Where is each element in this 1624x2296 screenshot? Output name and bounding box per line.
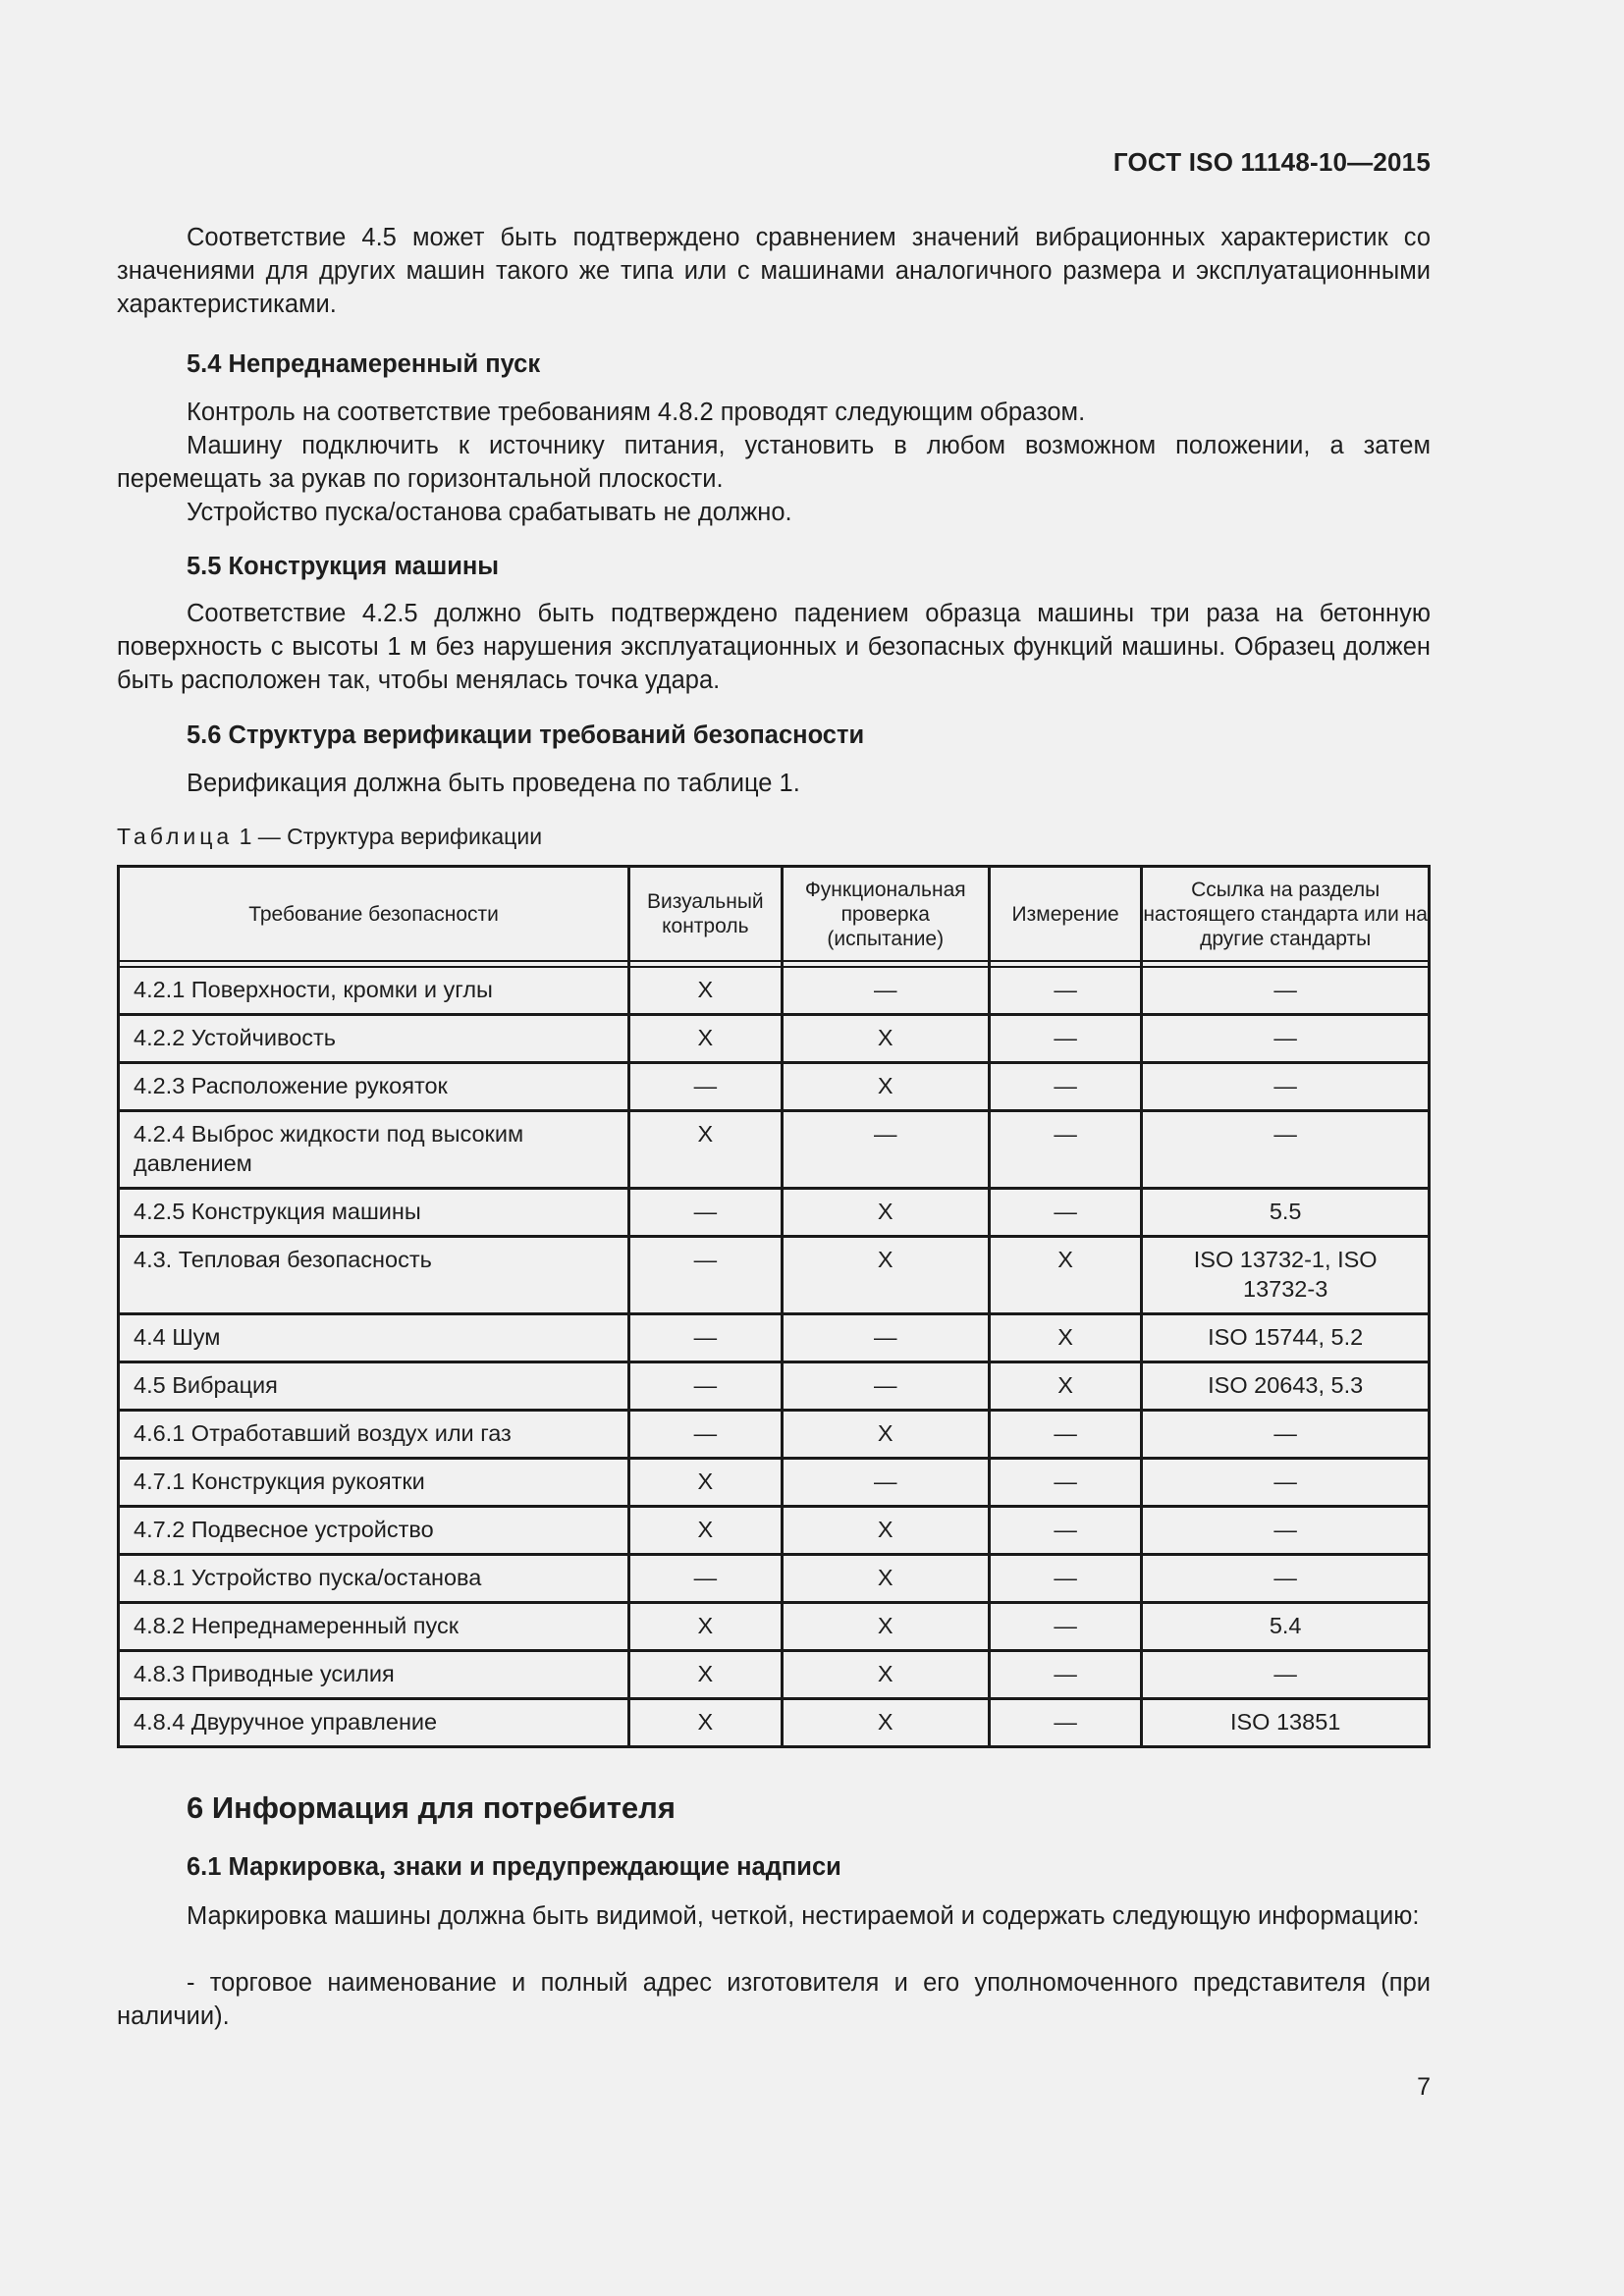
cell-functional: X: [782, 1507, 989, 1555]
cell-visual: X: [629, 1507, 782, 1555]
cell-requirement: 4.2.1 Поверхности, кромки и углы: [119, 967, 629, 1015]
cell-visual: X: [629, 1699, 782, 1747]
cell-reference: —: [1142, 1507, 1430, 1555]
cell-visual: —: [629, 1063, 782, 1111]
cell-requirement: 4.7.2 Подвесное устройство: [119, 1507, 629, 1555]
cell-functional: X: [782, 1063, 989, 1111]
cell-visual: X: [629, 1015, 782, 1063]
table-row: [119, 1362, 1430, 1411]
table-row: [119, 1189, 1430, 1237]
page-number: 7: [1417, 2073, 1431, 2101]
cell-reference: —: [1142, 1651, 1430, 1699]
cell-reference: —: [1142, 1111, 1430, 1189]
section-5-4-title: 5.4 Непреднамеренный пуск: [187, 350, 541, 378]
cell-requirement: 4.2.5 Конструкция машины: [119, 1189, 629, 1237]
table-row: [119, 1603, 1430, 1651]
header-functional-check: Функциональная проверка (испытание): [782, 867, 989, 962]
table-row: [119, 1015, 1430, 1063]
section-6-title: 6 Информация для потребителя: [187, 1790, 676, 1825]
document-id-header: ГОСТ ISO 11148-10—2015: [1112, 147, 1431, 177]
cell-reference: ISO 13732-1, ISO 13732-3: [1142, 1237, 1430, 1314]
table-caption-text: — Структура верификации: [257, 824, 543, 849]
cell-reference: ISO 20643, 5.3: [1142, 1362, 1430, 1411]
table-caption-label: Таблица: [117, 824, 234, 849]
section-5-4-paragraph-2: Машину подключить к источнику питания, установить в любом возможном положении, а затем перемещать за рукав по горизонтальной плоскости.: [117, 432, 1431, 493]
cell-functional: —: [782, 967, 989, 1015]
cell-functional: X: [782, 1189, 989, 1237]
cell-visual: —: [629, 1237, 782, 1314]
table-row: [119, 1411, 1430, 1459]
header-requirement: Требование безопасности: [119, 867, 629, 962]
cell-visual: X: [629, 1651, 782, 1699]
cell-requirement: 4.6.1 Отработавший воздух или газ: [119, 1411, 629, 1459]
cell-visual: X: [629, 1459, 782, 1507]
intro-paragraph: Соответствие 4.5 может быть подтверждено сравнением значений вибрационных характеристик со значениями для других машин такого же типа или с машинами аналогичного размера и эксплуатационными характеристиками.: [117, 224, 1431, 318]
cell-reference: —: [1142, 1015, 1430, 1063]
cell-measurement: —: [989, 1015, 1141, 1063]
table-row: [119, 1314, 1430, 1362]
table-header-row: [119, 867, 1430, 962]
table-row: [119, 1063, 1430, 1111]
cell-functional: X: [782, 1015, 989, 1063]
cell-measurement: —: [989, 1555, 1141, 1603]
header-reference: Ссылка на разделы настоящего стандарта или на другие стандарты: [1142, 867, 1430, 962]
cell-measurement: X: [989, 1237, 1141, 1314]
cell-measurement: —: [989, 1603, 1141, 1651]
table-row: [119, 1507, 1430, 1555]
cell-measurement: —: [989, 967, 1141, 1015]
table-row: [119, 1237, 1430, 1314]
cell-requirement: 4.8.2 Непреднамеренный пуск: [119, 1603, 629, 1651]
cell-reference: 5.4: [1142, 1603, 1430, 1651]
cell-measurement: —: [989, 1111, 1141, 1189]
cell-requirement: 4.2.4 Выброс жидкости под высоким давлением: [119, 1111, 629, 1189]
cell-measurement: X: [989, 1314, 1141, 1362]
table-caption: [117, 822, 1431, 851]
cell-measurement: —: [989, 1699, 1141, 1747]
cell-measurement: X: [989, 1362, 1141, 1411]
cell-requirement: 4.8.3 Приводные усилия: [119, 1651, 629, 1699]
table-row: [119, 967, 1430, 1015]
verification-table: [117, 865, 1431, 1748]
cell-reference: —: [1142, 1411, 1430, 1459]
cell-measurement: —: [989, 1459, 1141, 1507]
cell-visual: —: [629, 1189, 782, 1237]
cell-reference: ISO 15744, 5.2: [1142, 1314, 1430, 1362]
cell-functional: X: [782, 1651, 989, 1699]
cell-measurement: —: [989, 1063, 1141, 1111]
cell-functional: —: [782, 1459, 989, 1507]
cell-measurement: —: [989, 1507, 1141, 1555]
cell-measurement: —: [989, 1411, 1141, 1459]
cell-visual: —: [629, 1555, 782, 1603]
cell-functional: X: [782, 1699, 989, 1747]
cell-reference: —: [1142, 967, 1430, 1015]
cell-visual: X: [629, 967, 782, 1015]
cell-visual: X: [629, 1111, 782, 1189]
cell-functional: X: [782, 1237, 989, 1314]
cell-reference: —: [1142, 1063, 1430, 1111]
header-measurement: Измерение: [989, 867, 1141, 962]
section-5-5-paragraph-1: Соответствие 4.2.5 должно быть подтверждено падением образца машины три раза на бетонную поверхность с высоты 1 м без нарушения эксплуатационных и безопасных функций машины. Образец должен быть расположен так, чтобы менялась точка удара.: [117, 600, 1431, 694]
cell-measurement: —: [989, 1651, 1141, 1699]
section-5-4-paragraph-3: Устройство пуска/останова срабатывать не должно.: [187, 499, 792, 526]
cell-functional: —: [782, 1111, 989, 1189]
cell-functional: X: [782, 1411, 989, 1459]
table-row: [119, 1555, 1430, 1603]
table-row: [119, 1459, 1430, 1507]
cell-visual: X: [629, 1603, 782, 1651]
cell-reference: —: [1142, 1555, 1430, 1603]
cell-functional: X: [782, 1603, 989, 1651]
cell-visual: —: [629, 1411, 782, 1459]
section-5-6-paragraph-1: Верификация должна быть проведена по таблице 1.: [187, 770, 800, 797]
cell-visual: —: [629, 1314, 782, 1362]
section-5-5-title: 5.5 Конструкция машины: [187, 553, 500, 580]
cell-requirement: 4.4 Шум: [119, 1314, 629, 1362]
cell-reference: ISO 13851: [1142, 1699, 1430, 1747]
cell-functional: —: [782, 1314, 989, 1362]
cell-requirement: 4.8.1 Устройство пуска/останова: [119, 1555, 629, 1603]
cell-requirement: 4.7.1 Конструкция рукоятки: [119, 1459, 629, 1507]
table-row: [119, 1651, 1430, 1699]
table-caption-number: 1: [239, 824, 252, 849]
section-6-1-paragraph-1: Маркировка машины должна быть видимой, четкой, нестираемой и содержать следующую информацию:: [187, 1902, 1420, 1930]
cell-requirement: 4.2.3 Расположение рукояток: [119, 1063, 629, 1111]
cell-reference: 5.5: [1142, 1189, 1430, 1237]
cell-requirement: 4.3. Тепловая безопасность: [119, 1237, 629, 1314]
cell-functional: X: [782, 1555, 989, 1603]
cell-requirement: 4.2.2 Устойчивость: [119, 1015, 629, 1063]
section-6-1-title: 6.1 Маркировка, знаки и предупреждающие надписи: [187, 1853, 841, 1881]
header-visual-control: Визуальный контроль: [629, 867, 782, 962]
cell-visual: —: [629, 1362, 782, 1411]
cell-reference: —: [1142, 1459, 1430, 1507]
section-5-6-title: 5.6 Структура верификации требований безопасности: [187, 721, 865, 749]
cell-requirement: 4.8.4 Двуручное управление: [119, 1699, 629, 1747]
section-6-1-paragraph-2: - торговое наименование и полный адрес изготовителя и его уполномоченного представителя (при наличии).: [117, 1969, 1431, 2030]
table-row: [119, 1111, 1430, 1189]
table-row: [119, 1699, 1430, 1747]
cell-functional: —: [782, 1362, 989, 1411]
cell-requirement: 4.5 Вибрация: [119, 1362, 629, 1411]
section-5-4-paragraph-1: Контроль на соответствие требованиям 4.8.2 проводят следующим образом.: [187, 399, 1086, 426]
cell-measurement: —: [989, 1189, 1141, 1237]
